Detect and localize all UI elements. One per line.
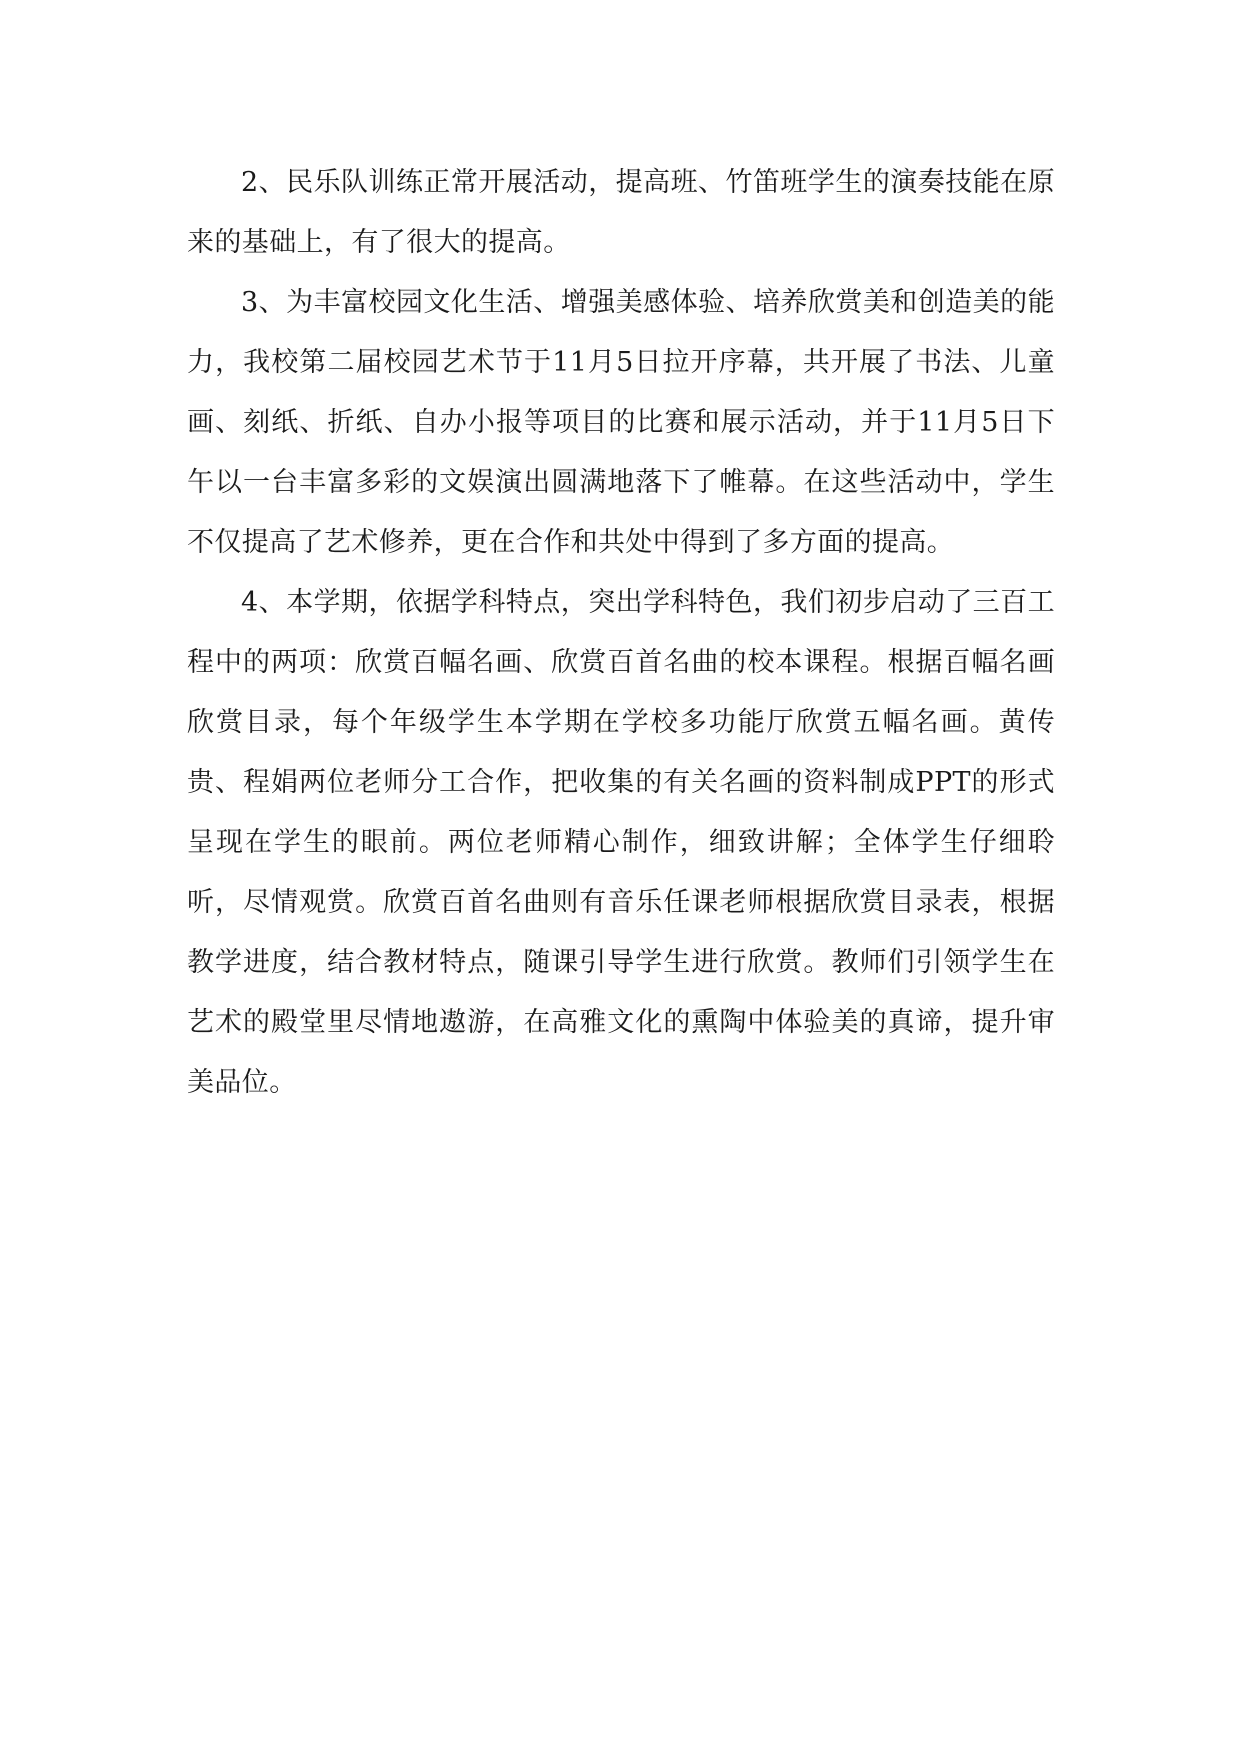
paragraph-item-4: 4、本学期，依据学科特点，突出学科特色，我们初步启动了三百工程中的两项：欣赏百幅名画、欣赏百首名曲的校本课程。根据百幅名画欣赏目录，每个年级学生本学期在学校多功能厅欣赏五幅名画。黄传贵、程娟两位老师分工合作，把收集的有关名画的资料制成PPT的形式呈现在学生的眼前。两位老师精心制作，细致讲解；全体学生仔细聆听，尽情观赏。欣赏百首名曲则有音乐任课老师根据欣赏目录表，根据教学进度，结合教材特点，随课引导学生进行欣赏。教师们引领学生在艺术的殿堂里尽情地遨游，在高雅文化的熏陶中体验美的真谛，提升审美品位。 [187,587,1055,1098]
document-body [187,153,1055,1113]
paragraph-item-2: 2、民乐队训练正常开展活动，提高班、竹笛班学生的演奏技能在原来的基础上，有了很大的提高。 [187,167,1055,258]
paragraph-item-3: 3、为丰富校园文化生活、增强美感体验、培养欣赏美和创造美的能力，我校第二届校园艺术节于11月5日拉开序幕，共开展了书法、儿童画、刻纸、折纸、自办小报等项目的比赛和展示活动，并于11月5日下午以一台丰富多彩的文娱演出圆满地落下了帷幕。在这些活动中，学生不仅提高了艺术修养，更在合作和共处中得到了多方面的提高。 [187,287,1055,558]
